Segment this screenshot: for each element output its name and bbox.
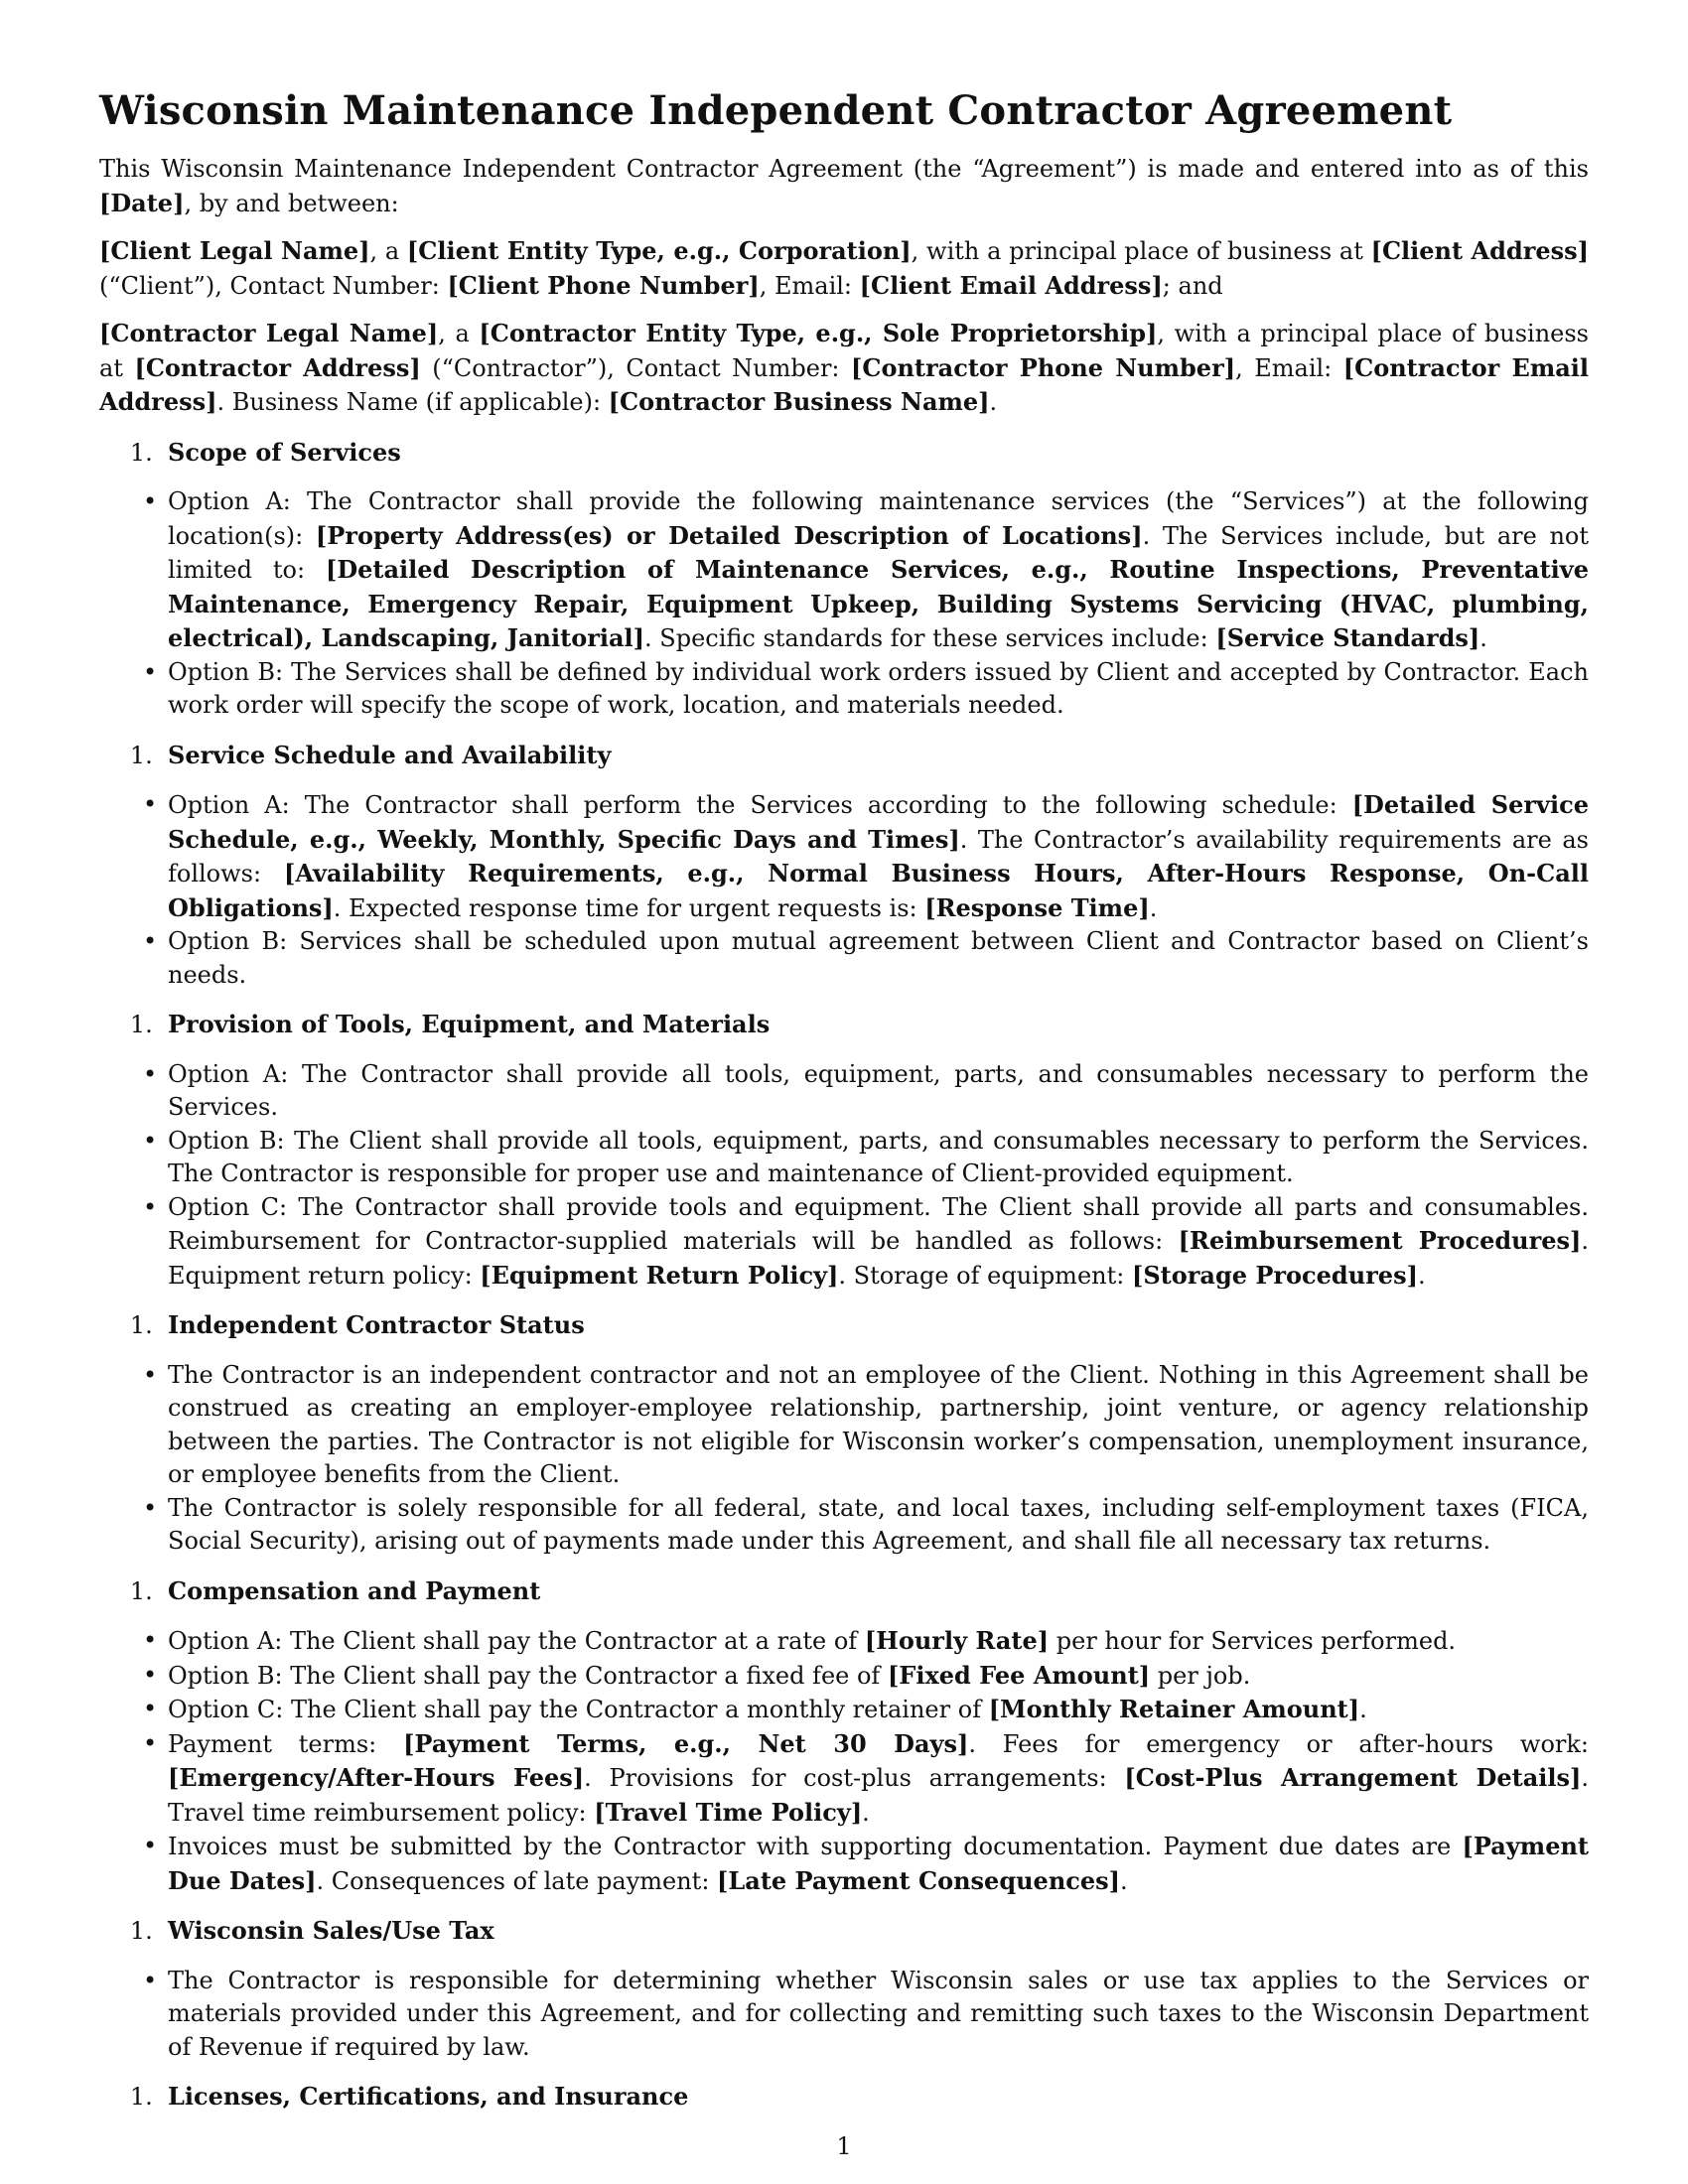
client-email-placeholder: [Client Email Address] bbox=[859, 270, 1163, 300]
list-item: • Option B: The Services shall be defined by individual work orders issued by Client and accepted by Contractor. Each work order will specify the scope of work, location, and materials needed. bbox=[99, 656, 1589, 723]
document-title: Wisconsin Maintenance Independent Contractor Agreement bbox=[99, 87, 1453, 134]
list-item: • Option A: The Contractor shall provide all tools, equipment, parts, and consumables necessary to perform the Services. bbox=[99, 1058, 1589, 1125]
list-item: • Option A: The Client shall pay the Contractor at a rate of [Hourly Rate] per hour for Services performed. bbox=[99, 1624, 1589, 1659]
section-heading-compensation bbox=[99, 1574, 1589, 1609]
list-item: • Option B: Services shall be scheduled upon mutual agreement between Client and Contractor based on Client’s needs. bbox=[99, 925, 1589, 992]
client-name-placeholder: [Client Legal Name] bbox=[99, 236, 370, 265]
section-heading-schedule bbox=[99, 739, 1589, 773]
client-address-placeholder: [Client Address] bbox=[1370, 236, 1590, 265]
contractor-business-placeholder: [Contractor Business Name] bbox=[608, 387, 990, 416]
section-heading-licenses bbox=[99, 2080, 1589, 2115]
contractor-name-placeholder: [Contractor Legal Name] bbox=[99, 319, 439, 347]
list-item: • Invoices must be submitted by the Contractor with supporting documentation. Payment due dates are [Payment Due Dates]. Consequences of late payment: [Late Payment Consequences]. bbox=[99, 1830, 1589, 1898]
section-number: 1. bbox=[129, 741, 153, 769]
status-list bbox=[99, 1359, 1589, 1559]
list-item: • Option C: The Client shall pay the Contractor a monthly retainer of [Monthly Retainer Amount]. bbox=[99, 1693, 1589, 1727]
schedule-options-list bbox=[99, 788, 1589, 992]
list-item: • The Contractor is solely responsible for all federal, state, and local taxes, including self-employment taxes (FICA, Social Security), arising out of payments made under this Agreement, and shall file all necessary tax returns. bbox=[99, 1492, 1589, 1559]
section-heading-status bbox=[99, 1308, 1589, 1343]
list-item: • The Contractor is an independent contractor and not an employee of the Client. Nothing in this Agreement shall be construed as creating an employer-employee relationship, partnership, joint venture, or agency relationship between the parties. The Contractor is not eligible for Wisconsin worker’s compensation, unemployment insurance, or employee benefits from the Client. bbox=[99, 1359, 1589, 1492]
client-entity-placeholder: [Client Entity Type, e.g., Corporation] bbox=[406, 236, 912, 265]
section-title: Independent Contractor Status bbox=[168, 1310, 585, 1339]
section-heading-tools bbox=[99, 1008, 1589, 1042]
scope-options-list bbox=[99, 485, 1589, 723]
section-heading-sales-tax bbox=[99, 1914, 1589, 1949]
section-number: 1. bbox=[129, 438, 153, 467]
section-heading-scope bbox=[99, 436, 1589, 471]
section-number: 1. bbox=[129, 1311, 153, 1339]
client-phone-placeholder: [Client Phone Number] bbox=[447, 270, 760, 300]
section-number: 1. bbox=[129, 1917, 153, 1945]
tools-options-list bbox=[99, 1058, 1589, 1294]
section-title: Service Schedule and Availability bbox=[168, 740, 612, 769]
list-item: • Option A: The Contractor shall perform the Services according to the following schedule: [Detailed Service Schedule, e.g., Weekly, Monthly, Specific Days and Times]. The Contractor’s availability requirements are as follows: [Availability Requirements, e.g., Normal Business Hours, After-Hours Response, On-Call Obligations]. Expected response time for urgent requests is: [Response Time]. bbox=[99, 788, 1589, 925]
list-item: • The Contractor is responsible for determining whether Wisconsin sales or use tax applies to the Services or materials provided under this Agreement, and for collecting and remitting such taxes to the Wisconsin Department of Revenue if required by law. bbox=[99, 1965, 1589, 2065]
section-title: Wisconsin Sales/Use Tax bbox=[168, 1916, 494, 1945]
list-item: • Option B: The Client shall pay the Contractor a fixed fee of [Fixed Fee Amount] per job. bbox=[99, 1659, 1589, 1694]
contractor-email-placeholder: [Contractor Email Address] bbox=[99, 352, 1590, 416]
sales-tax-list bbox=[99, 1965, 1589, 2065]
intro-paragraph: This Wisconsin Maintenance Independent Contractor Agreement (the “Agreement”) is made and entered into as of this [Date], by and between: bbox=[99, 155, 1589, 217]
list-item: • Option C: The Contractor shall provide tools and equipment. The Client shall provide all parts and consumables. Reimbursement for Contractor-supplied materials will be handled as follows: [Reimbursement Procedures]. Equipment return policy: [Equipment Return Policy]. Storage of equipment: [Storage Procedures]. bbox=[99, 1191, 1589, 1294]
client-party-paragraph: [Client Legal Name], a [Client Entity Type, e.g., Corporation], with a principal place of business at [Client Address] (“Client”), Contact Number: [Client Phone Number], Email: [Client Email Address]; and bbox=[99, 236, 1590, 300]
contractor-party-paragraph: [Contractor Legal Name], a [Contractor Entity Type, e.g., Sole Proprietorship], with a principal place of business at [Contractor Address] (“Contractor”), Contact Number: [Contractor Phone Number], Email: [Contractor Email Address]. Business Name (if applicable): [Contractor Business Name]. bbox=[99, 319, 1590, 416]
compensation-options-list bbox=[99, 1624, 1589, 1898]
section-title: Licenses, Certifications, and Insurance bbox=[168, 2082, 689, 2111]
section-number: 1. bbox=[129, 2083, 153, 2111]
contractor-entity-placeholder: [Contractor Entity Type, e.g., Sole Proprietorship] bbox=[479, 319, 1158, 347]
contractor-phone-placeholder: [Contractor Phone Number] bbox=[851, 352, 1236, 382]
section-number: 1. bbox=[129, 1576, 153, 1605]
section-number: 1. bbox=[129, 1011, 153, 1038]
page-number: 1 bbox=[836, 2132, 852, 2160]
contractor-address-placeholder: [Contractor Address] bbox=[134, 352, 421, 382]
section-title: Provision of Tools, Equipment, and Materials bbox=[168, 1010, 771, 1038]
section-title: Compensation and Payment bbox=[168, 1575, 541, 1605]
list-item: • Option B: The Client shall provide all tools, equipment, parts, and consumables necessary to perform the Services. The Contractor is responsible for proper use and maintenance of Client-provided equipment. bbox=[99, 1125, 1589, 1191]
section-title: Scope of Services bbox=[168, 437, 401, 467]
date-placeholder: [Date] bbox=[99, 188, 185, 217]
list-item: • Option A: The Contractor shall provide the following maintenance services (the “Services”) at the following location(s): [Property Address(es) or Detailed Description of Locations]. The Services include, but are not limited to: [Detailed Description of Maintenance Services, e.g., Routine Inspections, Preventative Maintenance, Emergency Repair, Equipment Upkeep, Building Systems Servicing (HVAC, plumbing, electrical), Landscaping, Janitorial]. Specific standards for these services include: [Service Standards]. bbox=[99, 485, 1589, 656]
list-item: • Payment terms: [Payment Terms, e.g., Net 30 Days]. Fees for emergency or after-hours work: [Emergency/After-Hours Fees]. Provisions for cost-plus arrangements: [Cost-Plus Arrangement Details]. Travel time reimbursement policy: [Travel Time Policy]. bbox=[99, 1727, 1589, 1831]
